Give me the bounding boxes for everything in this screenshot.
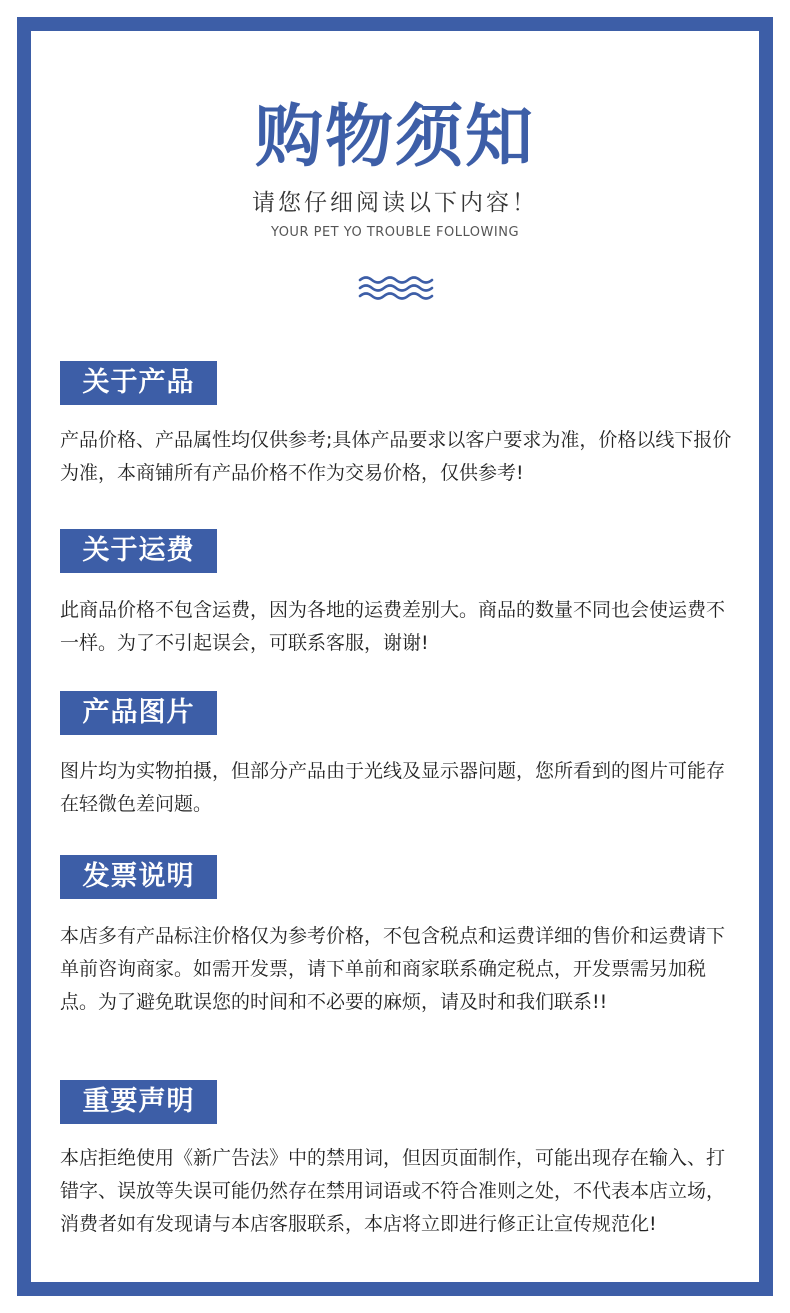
page-title: 购物须知 <box>254 98 535 177</box>
section-heading-product: 关于产品 <box>60 361 217 405</box>
page-subtitle-english: YOUR PET YO TROUBLE FOLLOWING <box>270 225 520 240</box>
section-text-statement: 本店拒绝使用《新广告法》中的禁用词，但因页面制作，可能出现存在输入、打错字、误放等失误可能仍然存在禁用词语或不符合准则之处，不代表本店立场，消费者如有发现请与本店客服联系，本店将立即进行修正让宣传规范化! <box>60 1147 726 1235</box>
wave-icon <box>358 274 434 302</box>
section-text-invoice: 本店多有产品标注价格仅为参考价格，不包含税点和运费详细的售价和运费请下单前咨询商家。如需开发票，请下单前和商家联系确定税点，开发票需另加税点。为了避免耽误您的时间和不必要的麻烦，请及时和我们联系!! <box>60 925 726 1013</box>
section-heading-images: 产品图片 <box>60 691 217 735</box>
section-text-shipping: 此商品价格不包含运费，因为各地的运费差别大。商品的数量不同也会使运费不一样。为了不引起误会，可联系客服，谢谢! <box>60 599 726 654</box>
section-heading-invoice: 发票说明 <box>60 855 217 899</box>
section-heading-shipping: 关于运费 <box>60 529 217 573</box>
section-heading-statement: 重要声明 <box>60 1080 217 1124</box>
section-text-images: 图片均为实物拍摄，但部分产品由于光线及显示器问题，您所看到的图片可能存在轻微色差问题。 <box>60 760 726 815</box>
section-text-product: 产品价格、产品属性均仅供参考;具体产品要求以客户要求为准，价格以线下报价为准，本商铺所有产品价格不作为交易价格，仅供参考! <box>60 429 732 484</box>
page-subtitle: 请您仔细阅读以下内容！ <box>252 190 538 216</box>
